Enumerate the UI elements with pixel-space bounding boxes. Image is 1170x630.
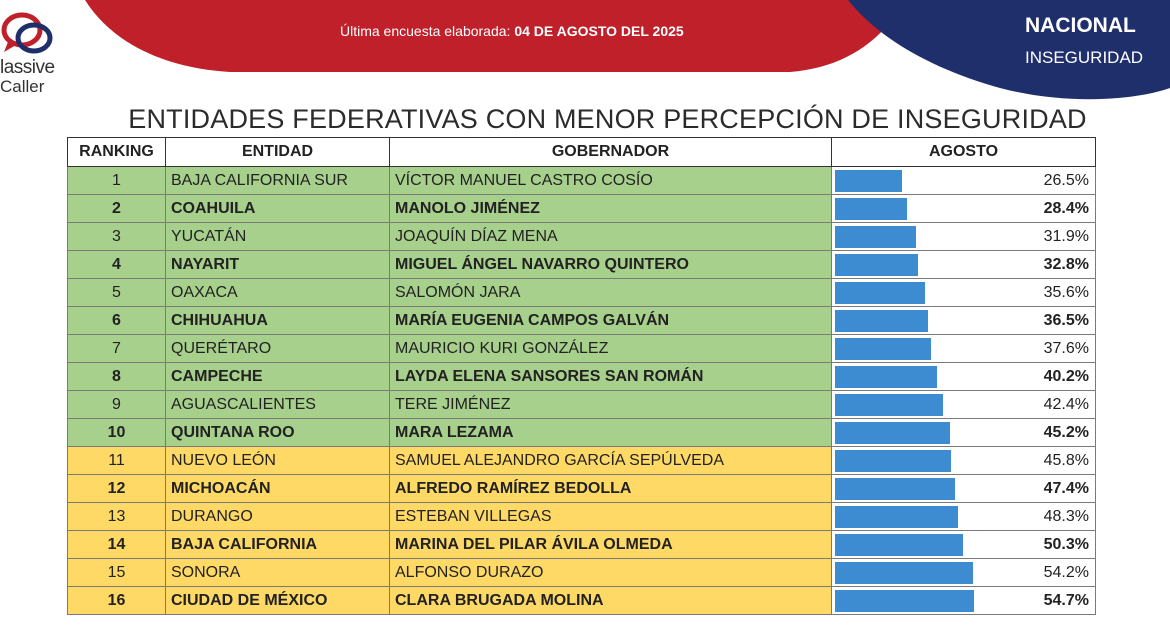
value-label: 37.6%: [1043, 340, 1089, 357]
agosto-cell: [832, 167, 1096, 195]
rank-cell: 5: [68, 279, 166, 307]
gobernador-cell: MIGUEL ÁNGEL NAVARRO QUINTERO: [390, 251, 832, 279]
entidad-cell: NAYARIT: [166, 251, 390, 279]
rank-cell: 15: [68, 559, 166, 587]
header-band: [0, 0, 1170, 100]
gobernador-cell: VÍCTOR MANUEL CASTRO COSÍO: [390, 167, 832, 195]
bar-mark: [835, 198, 907, 220]
gobernador-cell: MARINA DEL PILAR ÁVILA OLMEDA: [390, 531, 832, 559]
rank-cell: 4: [68, 251, 166, 279]
entidad-cell: NUEVO LEÓN: [166, 447, 390, 475]
entidad-cell: OAXACA: [166, 279, 390, 307]
value-label: 42.4%: [1043, 396, 1089, 413]
gobernador-cell: JOAQUÍN DÍAZ MENA: [390, 223, 832, 251]
gobernador-cell: TERE JIMÉNEZ: [390, 391, 832, 419]
agosto-cell: [832, 503, 1096, 531]
bar-mark: [835, 338, 931, 360]
gobernador-cell: MANOLO JIMÉNEZ: [390, 195, 832, 223]
rank-cell: 12: [68, 475, 166, 503]
bar-mark: [835, 366, 937, 388]
table-row: [68, 195, 1096, 223]
rank-cell: 11: [68, 447, 166, 475]
rank-cell: 9: [68, 391, 166, 419]
value-label: 31.9%: [1043, 228, 1089, 245]
agosto-cell: [832, 279, 1096, 307]
table-row: [68, 587, 1096, 615]
logo-text-line2: Caller: [0, 77, 45, 96]
value-label: 50.3%: [1043, 536, 1089, 553]
gobernador-cell: ALFREDO RAMÍREZ BEDOLLA: [390, 475, 832, 503]
agosto-cell: [832, 195, 1096, 223]
entidad-cell: BAJA CALIFORNIA SUR: [166, 167, 390, 195]
column-header-agosto: AGOSTO: [832, 138, 1096, 167]
bar-mark: [835, 422, 950, 444]
value-label: 45.8%: [1043, 452, 1089, 469]
header-background: [0, 0, 1170, 100]
gobernador-cell: ALFONSO DURAZO: [390, 559, 832, 587]
table-row: [68, 503, 1096, 531]
entidad-cell: DURANGO: [166, 503, 390, 531]
gobernador-cell: MAURICIO KURI GONZÁLEZ: [390, 335, 832, 363]
agosto-cell: [832, 307, 1096, 335]
agosto-cell: [832, 391, 1096, 419]
entidad-cell: CAMPECHE: [166, 363, 390, 391]
table-row: [68, 223, 1096, 251]
value-label: 35.6%: [1043, 284, 1089, 301]
logo: [0, 8, 70, 98]
value-label: 32.8%: [1043, 256, 1089, 273]
bar-mark: [835, 534, 963, 556]
bar-mark: [835, 310, 928, 332]
gobernador-cell: MARÍA EUGENIA CAMPOS GALVÁN: [390, 307, 832, 335]
survey-date-text: Última encuesta elaborada: 04 DE AGOSTO DEL 2025: [340, 23, 684, 39]
table-row: [68, 391, 1096, 419]
gobernador-cell: LAYDA ELENA SANSORES SAN ROMÁN: [390, 363, 832, 391]
rank-cell: 7: [68, 335, 166, 363]
value-label: 54.2%: [1043, 564, 1089, 581]
entidad-cell: BAJA CALIFORNIA: [166, 531, 390, 559]
bar-mark: [835, 478, 955, 500]
bar-mark: [835, 506, 958, 528]
table-row: [68, 307, 1096, 335]
agosto-cell: [832, 475, 1096, 503]
entidad-cell: QUERÉTARO: [166, 335, 390, 363]
value-label: 47.4%: [1043, 480, 1089, 497]
entidad-cell: CHIHUAHUA: [166, 307, 390, 335]
bar-mark: [835, 282, 925, 304]
rank-cell: 2: [68, 195, 166, 223]
topic-label: INSEGURIDAD: [1025, 48, 1144, 67]
table-header-row: [68, 138, 1096, 167]
table-row: [68, 419, 1096, 447]
agosto-cell: [832, 223, 1096, 251]
table-body: [68, 167, 1096, 615]
rank-cell: 6: [68, 307, 166, 335]
table-row: [68, 363, 1096, 391]
entidad-cell: COAHUILA: [166, 195, 390, 223]
rank-cell: 10: [68, 419, 166, 447]
entidad-cell: QUINTANA ROO: [166, 419, 390, 447]
rank-cell: 3: [68, 223, 166, 251]
rank-cell: 13: [68, 503, 166, 531]
agosto-cell: [832, 531, 1096, 559]
speech-bubbles-icon: [0, 8, 56, 56]
agosto-cell: [832, 447, 1096, 475]
bar-mark: [835, 450, 951, 472]
agosto-cell: [832, 559, 1096, 587]
agosto-cell: [832, 363, 1096, 391]
bar-mark: [835, 170, 902, 192]
scope-label: NACIONAL: [1025, 14, 1136, 37]
agosto-cell: [832, 335, 1096, 363]
bar-mark: [835, 590, 974, 612]
table-row: [68, 475, 1096, 503]
value-label: 45.2%: [1043, 424, 1089, 441]
entidad-cell: MICHOACÁN: [166, 475, 390, 503]
gobernador-cell: CLARA BRUGADA MOLINA: [390, 587, 832, 615]
column-header-entidad: ENTIDAD: [166, 138, 390, 167]
entidad-cell: SONORA: [166, 559, 390, 587]
table-row: [68, 335, 1096, 363]
agosto-cell: [832, 251, 1096, 279]
gobernador-cell: SAMUEL ALEJANDRO GARCÍA SEPÚLVEDA: [390, 447, 832, 475]
table-row: [68, 167, 1096, 195]
column-header-ranking: RANKING: [68, 138, 166, 167]
table-row: [68, 559, 1096, 587]
column-header-gobernador: GOBERNADOR: [390, 138, 832, 167]
value-label: 40.2%: [1043, 368, 1089, 385]
logo-text-line1: lassive: [0, 57, 55, 78]
bar-mark: [835, 254, 918, 276]
rank-cell: 16: [68, 587, 166, 615]
bar-mark: [835, 226, 916, 248]
rank-cell: 14: [68, 531, 166, 559]
table-row: [68, 279, 1096, 307]
ranking-table: [67, 137, 1096, 615]
rank-cell: 1: [68, 167, 166, 195]
table-row: [68, 251, 1096, 279]
value-label: 48.3%: [1043, 508, 1089, 525]
gobernador-cell: SALOMÓN JARA: [390, 279, 832, 307]
page-title: ENTIDADES FEDERATIVAS CON MENOR PERCEPCIÓN DE INSEGURIDAD: [128, 104, 1087, 134]
value-label: 26.5%: [1043, 172, 1089, 189]
rank-cell: 8: [68, 363, 166, 391]
entidad-cell: CIUDAD DE MÉXICO: [166, 587, 390, 615]
value-label: 54.7%: [1043, 592, 1089, 609]
gobernador-cell: MARA LEZAMA: [390, 419, 832, 447]
gobernador-cell: ESTEBAN VILLEGAS: [390, 503, 832, 531]
table-row: [68, 447, 1096, 475]
value-label: 28.4%: [1043, 200, 1089, 217]
value-label: 36.5%: [1043, 312, 1089, 329]
bar-mark: [835, 394, 943, 416]
table-row: [68, 531, 1096, 559]
entidad-cell: YUCATÁN: [166, 223, 390, 251]
agosto-cell: [832, 419, 1096, 447]
entidad-cell: AGUASCALIENTES: [166, 391, 390, 419]
bar-mark: [835, 562, 973, 584]
agosto-cell: [832, 587, 1096, 615]
